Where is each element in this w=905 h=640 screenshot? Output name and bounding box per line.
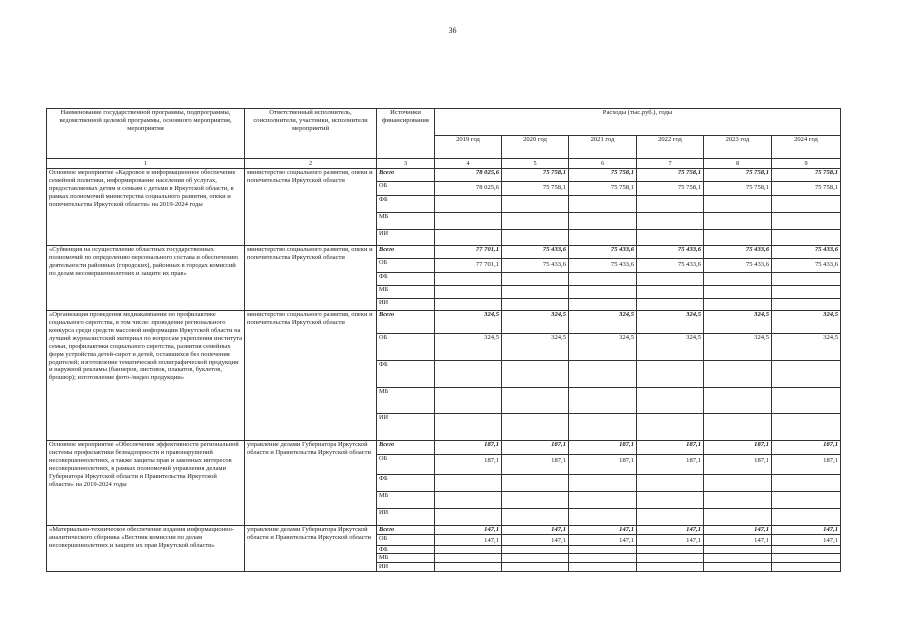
expense-value: 77 701,1 [435,246,502,259]
expense-value [772,213,841,230]
expense-value: 187,1 [569,455,637,475]
expense-value: 75 433,6 [569,246,637,259]
expense-value: 324,5 [569,311,637,334]
expense-value [502,475,569,492]
expense-value [637,230,704,246]
expense-value [502,414,569,441]
expense-value [502,299,569,311]
expense-value: 75 758,1 [772,182,841,196]
responsible-executor: министерство социального развития, опеки и попечительства Иркутской области [245,246,377,311]
expense-value: 324,5 [435,311,502,334]
header-year: 2019 год [435,136,502,159]
expense-value: 75 758,1 [569,169,637,182]
responsible-executor: управление делами Губернатора Иркутской области и Правительства Иркутской области [245,441,377,526]
expense-value [704,509,772,526]
funding-source: ФБ [377,196,435,213]
funding-source: МБ [377,388,435,414]
expense-value: 75 758,1 [772,169,841,182]
expense-value: 324,5 [704,311,772,334]
column-number: 2 [245,159,377,169]
expense-value [502,388,569,414]
expense-value: 324,5 [637,334,704,361]
funding-source: Всего [377,311,435,334]
expense-value: 324,5 [502,334,569,361]
expense-value [772,545,841,554]
funding-source: МБ [377,213,435,230]
funding-source: ОБ [377,334,435,361]
header-expenses: Расходы (тыс.руб.), годы [435,109,841,136]
expense-value [772,509,841,526]
column-number: 4 [435,159,502,169]
expense-value [435,509,502,526]
expense-value [772,554,841,563]
responsible-executor: управление делами Губернатора Иркутской области и Правительства Иркутской области [245,526,377,572]
header-year: 2023 год [704,136,772,159]
expense-value [435,414,502,441]
expense-value: 187,1 [435,441,502,455]
expense-value [704,414,772,441]
expense-value [704,196,772,213]
funding-source: ФБ [377,361,435,388]
expense-value [569,492,637,509]
expense-value: 147,1 [704,526,772,535]
table-row [47,311,841,334]
expense-value [502,554,569,563]
expense-value: 75 758,1 [502,182,569,196]
expense-value [704,492,772,509]
expense-value [772,388,841,414]
expense-value: 147,1 [637,526,704,535]
responsible-executor: министерство социального развития, опеки и попечительства Иркутской области [245,169,377,246]
expense-value [704,388,772,414]
expense-value: 147,1 [569,534,637,545]
funding-source: МБ [377,492,435,509]
responsible-executor: министерство социального развития, опеки и попечительства Иркутской области [245,311,377,441]
expense-value [637,475,704,492]
expense-value: 187,1 [435,455,502,475]
expense-value [502,509,569,526]
expense-value: 78 025,6 [435,169,502,182]
column-number: 7 [637,159,704,169]
expense-value: 324,5 [772,311,841,334]
expense-value [637,299,704,311]
expense-value [772,299,841,311]
table-body [47,169,841,572]
funding-source: Всего [377,169,435,182]
expense-value [502,213,569,230]
expense-value [637,213,704,230]
funding-source: МБ [377,554,435,563]
expense-value [772,286,841,299]
table-row [47,526,841,535]
expense-value [637,562,704,571]
expense-value: 147,1 [435,534,502,545]
expense-value [569,230,637,246]
expense-value: 187,1 [772,455,841,475]
expense-value [569,562,637,571]
expense-value: 75 758,1 [637,182,704,196]
expense-value [435,562,502,571]
funding-source: ИИ [377,562,435,571]
expense-value [502,273,569,286]
activity-name: Основное мероприятие «Кадровое и информационное обеспечение семейной политики, информирование населения об услугах, предоставляемых детям и семьям с детьми в Иркутской области, в рамках полномочий министерства социального развития, опеки и попечительства Иркутской области» на 2019-2024 годы [47,169,245,246]
column-number: 6 [569,159,637,169]
expense-value: 75 758,1 [704,182,772,196]
expense-value [435,273,502,286]
header-source: Источники финансирования [377,109,435,159]
expense-value: 75 433,6 [502,246,569,259]
activity-name: «Субвенция на осуществление областных государственных полномочий по определению персонального состава и обеспечению деятельности районных (городских), районных в городах комиссий по делам несовершеннолетних и защите их прав» [47,246,245,311]
expense-value [637,414,704,441]
expense-value: 187,1 [569,441,637,455]
header-responsible: Ответственный исполнитель, соисполнители, участники, исполнители мероприятий [245,109,377,159]
expense-value: 75 758,1 [502,169,569,182]
expense-value [569,213,637,230]
header-year: 2024 год [772,136,841,159]
expense-value [435,475,502,492]
expense-value [435,388,502,414]
expense-value: 147,1 [502,526,569,535]
expense-value: 147,1 [772,526,841,535]
expense-value [569,545,637,554]
expense-value [569,509,637,526]
funding-source: ИИ [377,299,435,311]
expense-value [435,286,502,299]
funding-source: МБ [377,286,435,299]
expense-value [637,554,704,563]
expense-value [704,286,772,299]
expense-value: 75 758,1 [569,182,637,196]
header-year: 2020 год [502,136,569,159]
expense-value: 187,1 [704,441,772,455]
expense-value [502,230,569,246]
expense-value [772,475,841,492]
expense-value: 187,1 [502,455,569,475]
expense-value: 75 433,6 [637,259,704,273]
header-name: Наименование государственной программы, подпрограммы, ведомственной целевой программы, основного мероприятия, мероприятия [47,109,245,159]
expense-value: 75 433,6 [772,259,841,273]
expense-value: 187,1 [704,455,772,475]
expense-value: 75 433,6 [772,246,841,259]
expense-value: 324,5 [772,334,841,361]
expense-value [704,545,772,554]
expense-value [772,230,841,246]
activity-name: «Материально-техническое обеспечение издания информационно-аналитического сборника «Вестник комиссии по делам несовершеннолетних и защите их прав Иркутской области» [47,526,245,572]
expense-value [704,273,772,286]
expense-value [772,414,841,441]
expense-value [704,562,772,571]
funding-source: Всего [377,246,435,259]
expense-value: 324,5 [435,334,502,361]
column-number: 8 [704,159,772,169]
expense-value [435,196,502,213]
expense-value: 187,1 [637,455,704,475]
expense-value [569,273,637,286]
column-number: 9 [772,159,841,169]
funding-source: ИИ [377,414,435,441]
budget-table [46,108,841,572]
expense-value [637,545,704,554]
expense-value: 78 025,6 [435,182,502,196]
expense-value [704,230,772,246]
expense-value [704,361,772,388]
expense-value [704,299,772,311]
expense-value: 75 433,6 [637,246,704,259]
funding-source: ФБ [377,273,435,286]
expense-value [435,545,502,554]
expense-value: 75 758,1 [704,169,772,182]
funding-source: ИИ [377,509,435,526]
table-row [47,246,841,259]
expense-value: 147,1 [704,534,772,545]
expense-value [637,492,704,509]
expense-value [637,361,704,388]
expense-value [772,273,841,286]
expense-value [704,554,772,563]
expense-value [502,562,569,571]
expense-value [637,388,704,414]
expense-value: 147,1 [569,526,637,535]
funding-source: ОБ [377,182,435,196]
expense-value: 147,1 [502,534,569,545]
expense-value: 75 433,6 [569,259,637,273]
expense-value [435,554,502,563]
expense-value: 187,1 [502,441,569,455]
activity-name: Основное мероприятие «Обеспечение эффективности региональной системы профилактики безнадзорности и правонарушений несовершеннолетних, а также защиты прав и законных интересов несовершеннолетних, в рамках полномочий управления делами Губернатора Иркутской области и Правительства Иркутской области» на 2019-2024 годы [47,441,245,526]
expense-value [502,286,569,299]
expense-value [569,554,637,563]
expense-value: 75 433,6 [704,246,772,259]
expense-value [435,492,502,509]
expense-value [502,545,569,554]
expense-value: 75 758,1 [637,169,704,182]
expense-value [637,509,704,526]
expense-value: 147,1 [435,526,502,535]
funding-source: ФБ [377,545,435,554]
expense-value [569,361,637,388]
expense-value [569,414,637,441]
header-year: 2022 год [637,136,704,159]
expense-value: 187,1 [637,441,704,455]
expense-value: 147,1 [772,534,841,545]
funding-source: Всего [377,526,435,535]
expense-value [569,196,637,213]
expense-value: 324,5 [502,311,569,334]
expense-value [502,196,569,213]
funding-source: ОБ [377,259,435,273]
expense-value [704,213,772,230]
expense-value: 147,1 [637,534,704,545]
expense-value [637,196,704,213]
expense-value [435,213,502,230]
page-number: 36 [448,26,457,35]
table-row [47,441,841,455]
expense-value: 75 433,6 [502,259,569,273]
header-year: 2021 год [569,136,637,159]
column-number: 1 [47,159,245,169]
expense-value [704,475,772,492]
column-number: 5 [502,159,569,169]
expense-value [772,361,841,388]
expense-value: 324,5 [704,334,772,361]
funding-source: ОБ [377,455,435,475]
expense-value [569,286,637,299]
expense-value [772,196,841,213]
expense-value [772,492,841,509]
expense-value: 324,5 [637,311,704,334]
expense-value [637,286,704,299]
funding-source: ИИ [377,230,435,246]
funding-source: ФБ [377,475,435,492]
funding-source: ОБ [377,534,435,545]
funding-source: Всего [377,441,435,455]
expense-value [435,361,502,388]
expense-value [502,492,569,509]
expense-value [569,475,637,492]
expense-value [772,562,841,571]
expense-value: 77 701,1 [435,259,502,273]
expense-value [569,299,637,311]
expense-value: 187,1 [772,441,841,455]
expense-value [569,388,637,414]
expense-value: 324,5 [569,334,637,361]
expense-value [435,230,502,246]
table-row [47,169,841,182]
expense-value [502,361,569,388]
activity-name: «Организация проведения медиакампании по профилактике социального сиротства, в том числе: проведение регионального конкурса среди средств массовой информации Иркутской области на лучший журналистский материал по вопросам укрепления института семьи, профилактики социального сиротства, развития семейных форм устройства детей-сирот и детей, оставшихся без попечения родителей; изготовление тематической полиграфической продукции и наружной рекламы (баннеров, листовок, плакатов, буклетов, брошюр); изготовление фото-/видео продукции» [47,311,245,441]
column-number: 3 [377,159,435,169]
expense-value: 75 433,6 [704,259,772,273]
expense-value [637,273,704,286]
expense-value [435,299,502,311]
